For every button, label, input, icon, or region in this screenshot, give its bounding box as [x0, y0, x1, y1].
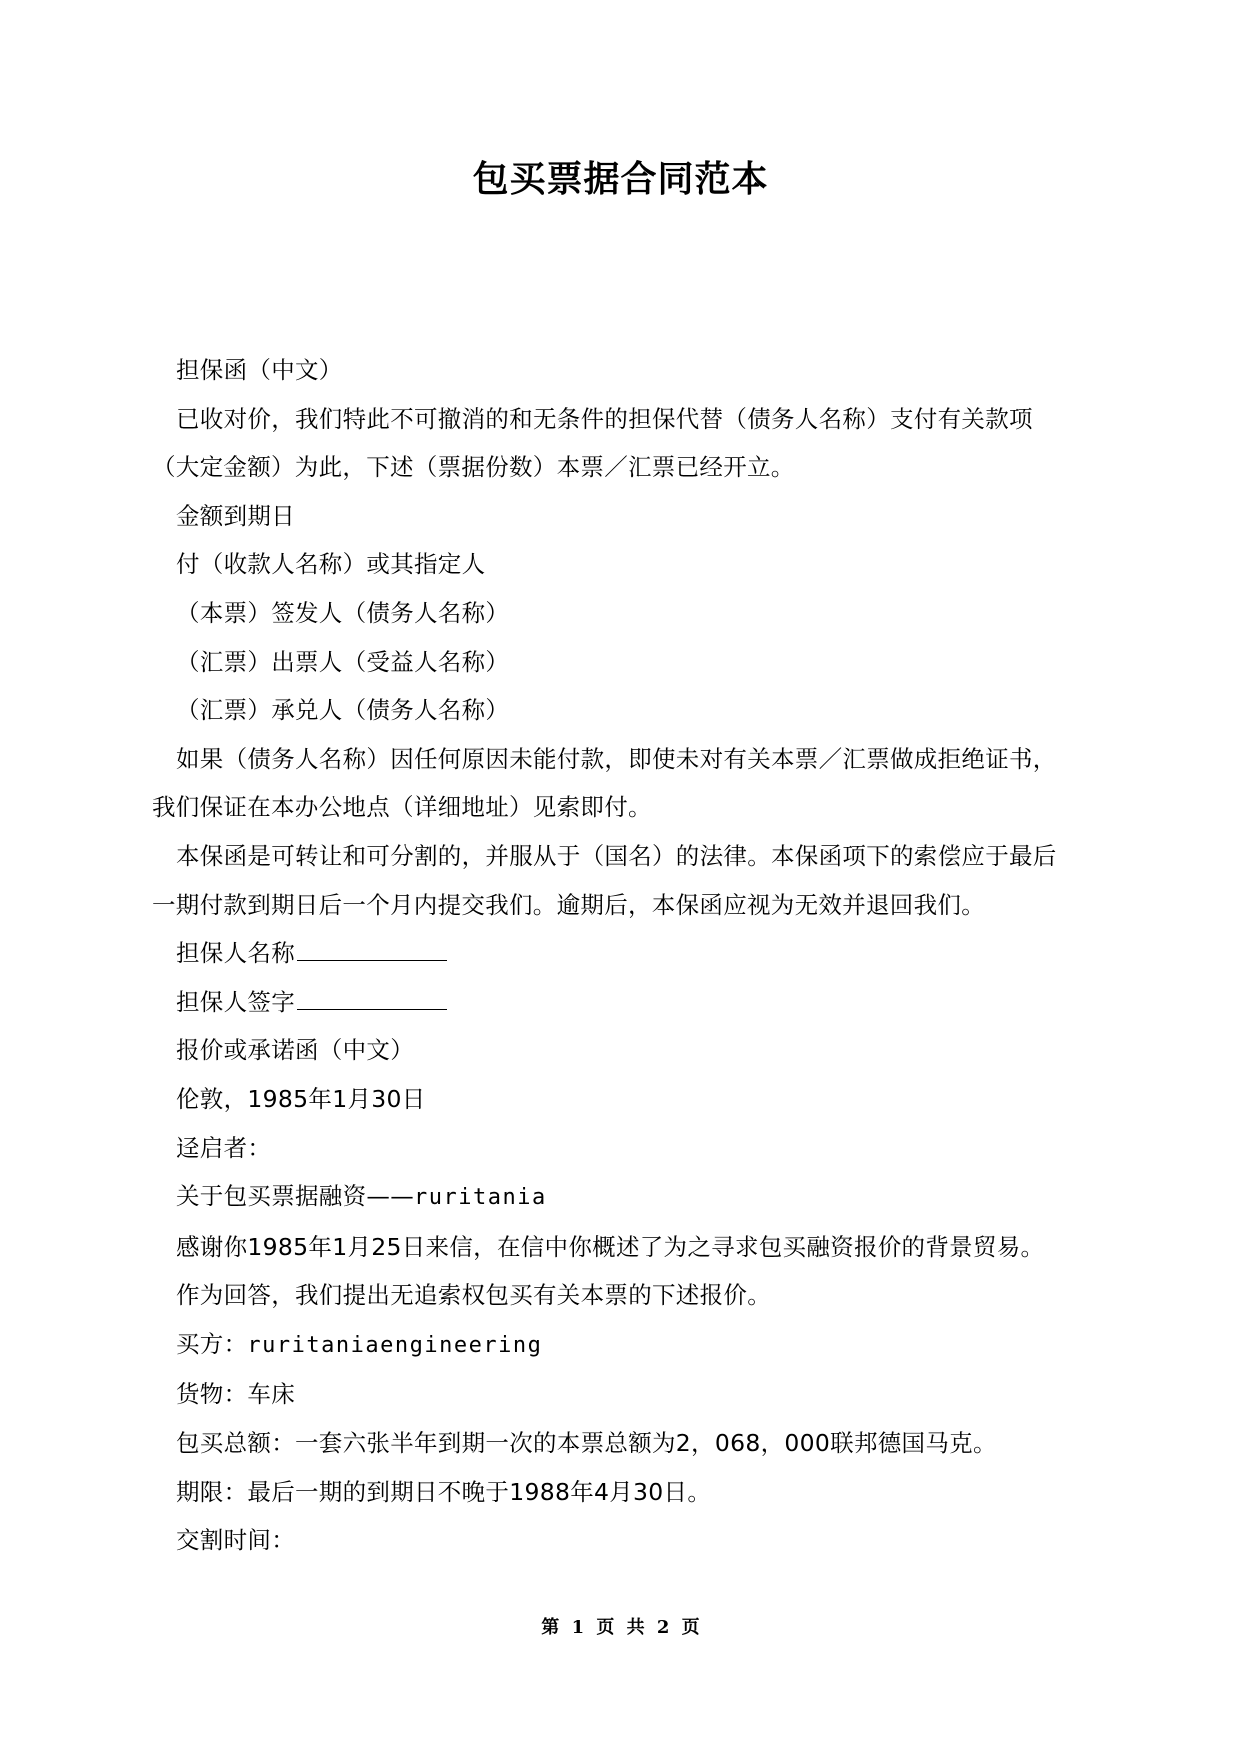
paragraph-latin-text: ruritaniaengineering: [247, 1332, 543, 1358]
paragraph: [152, 1223, 1102, 1272]
paragraph-text: 关于包买票据融资——: [176, 1182, 414, 1211]
paragraph-text: 包买总额：一套六张半年到期一次的本票总额为2，068，000联邦德国马克。: [176, 1429, 997, 1458]
paragraph-text: 担保函（中文）: [176, 356, 343, 384]
paragraph-continuation: 一期付款到期日后一个月内提交我们。逾期后，本保函应视为无效并退回我们。: [152, 890, 985, 919]
signature-blank-line: [297, 981, 447, 1010]
paragraph: [152, 395, 1102, 492]
paragraph: [152, 1172, 1102, 1223]
paragraph-text: 期限：最后一期的到期日不晚于1988年4月30日。: [176, 1477, 712, 1506]
paragraph-text: （汇票）承兑人（债务人名称）: [176, 696, 510, 725]
paragraph: [152, 929, 1102, 978]
paragraph: [152, 492, 1102, 541]
paragraph-text: （汇票）出票人（受益人名称）: [176, 647, 510, 676]
paragraph: [152, 1026, 1102, 1075]
paragraph: [152, 540, 1102, 589]
paragraph-text: 如果（债务人名称）因任何原因未能付款，即使未对有关本票／汇票做成拒绝证书，: [176, 744, 1057, 773]
paragraph: [152, 978, 1102, 1027]
paragraph: [152, 346, 1102, 395]
paragraph: [152, 1516, 1102, 1565]
paragraph-text: 买方：: [176, 1329, 248, 1358]
paragraph: [152, 589, 1102, 638]
document-body: [152, 346, 1102, 1565]
paragraph-text: 报价或承诺函（中文）: [176, 1036, 414, 1065]
document-title: 包买票据合同范本: [472, 159, 769, 200]
paragraph-text: 交割时间：: [176, 1526, 295, 1555]
paragraph: [152, 832, 1102, 929]
paragraph-latin-text: ruritania: [414, 1185, 547, 1211]
paragraph: [152, 686, 1102, 735]
paragraph-continuation: （大定金额）为此，下述（票据份数）本票／汇票已经开立。: [152, 453, 795, 482]
paragraph: [152, 1320, 1102, 1371]
paragraph-text: 已收对价，我们特此不可撤消的和无条件的担保代替（债务人名称）支付有关款项: [176, 404, 1033, 433]
paragraph: [152, 1124, 1102, 1173]
page-number-footer: 第 1 页 共 2 页: [541, 1617, 700, 1638]
paragraph-text: 担保人签字: [176, 987, 295, 1016]
paragraph-text: 迳启者：: [176, 1133, 272, 1162]
paragraph: [152, 1075, 1102, 1124]
paragraph-text: （本票）签发人（债务人名称）: [176, 598, 510, 627]
paragraph: [152, 735, 1102, 832]
paragraph-text: 本保函是可转让和可分割的，并服从于（国名）的法律。本保函项下的索偿应于最后: [176, 841, 1057, 870]
paragraph-text: 金额到期日: [176, 501, 295, 530]
paragraph-text: 感谢你1985年1月25日来信，在信中你概述了为之寻求包买融资报价的背景贸易。: [176, 1232, 1045, 1261]
paragraph-text: 伦敦，1985年1月30日: [176, 1084, 426, 1113]
paragraph-text: 担保人名称: [176, 939, 295, 968]
signature-blank-line: [297, 932, 447, 961]
paragraph: [152, 1468, 1102, 1517]
paragraph: [152, 1370, 1102, 1419]
paragraph-text: 作为回答，我们提出无追索权包买有关本票的下述报价。: [176, 1281, 771, 1310]
paragraph: [152, 638, 1102, 687]
paragraph: [152, 1419, 1102, 1468]
paragraph-text: 付（收款人名称）或其指定人: [176, 550, 486, 579]
paragraph-continuation: 我们保证在本办公地点（详细地址）见索即付。: [152, 793, 652, 822]
paragraph-text: 货物：车床: [176, 1380, 295, 1409]
paragraph: [152, 1271, 1102, 1320]
